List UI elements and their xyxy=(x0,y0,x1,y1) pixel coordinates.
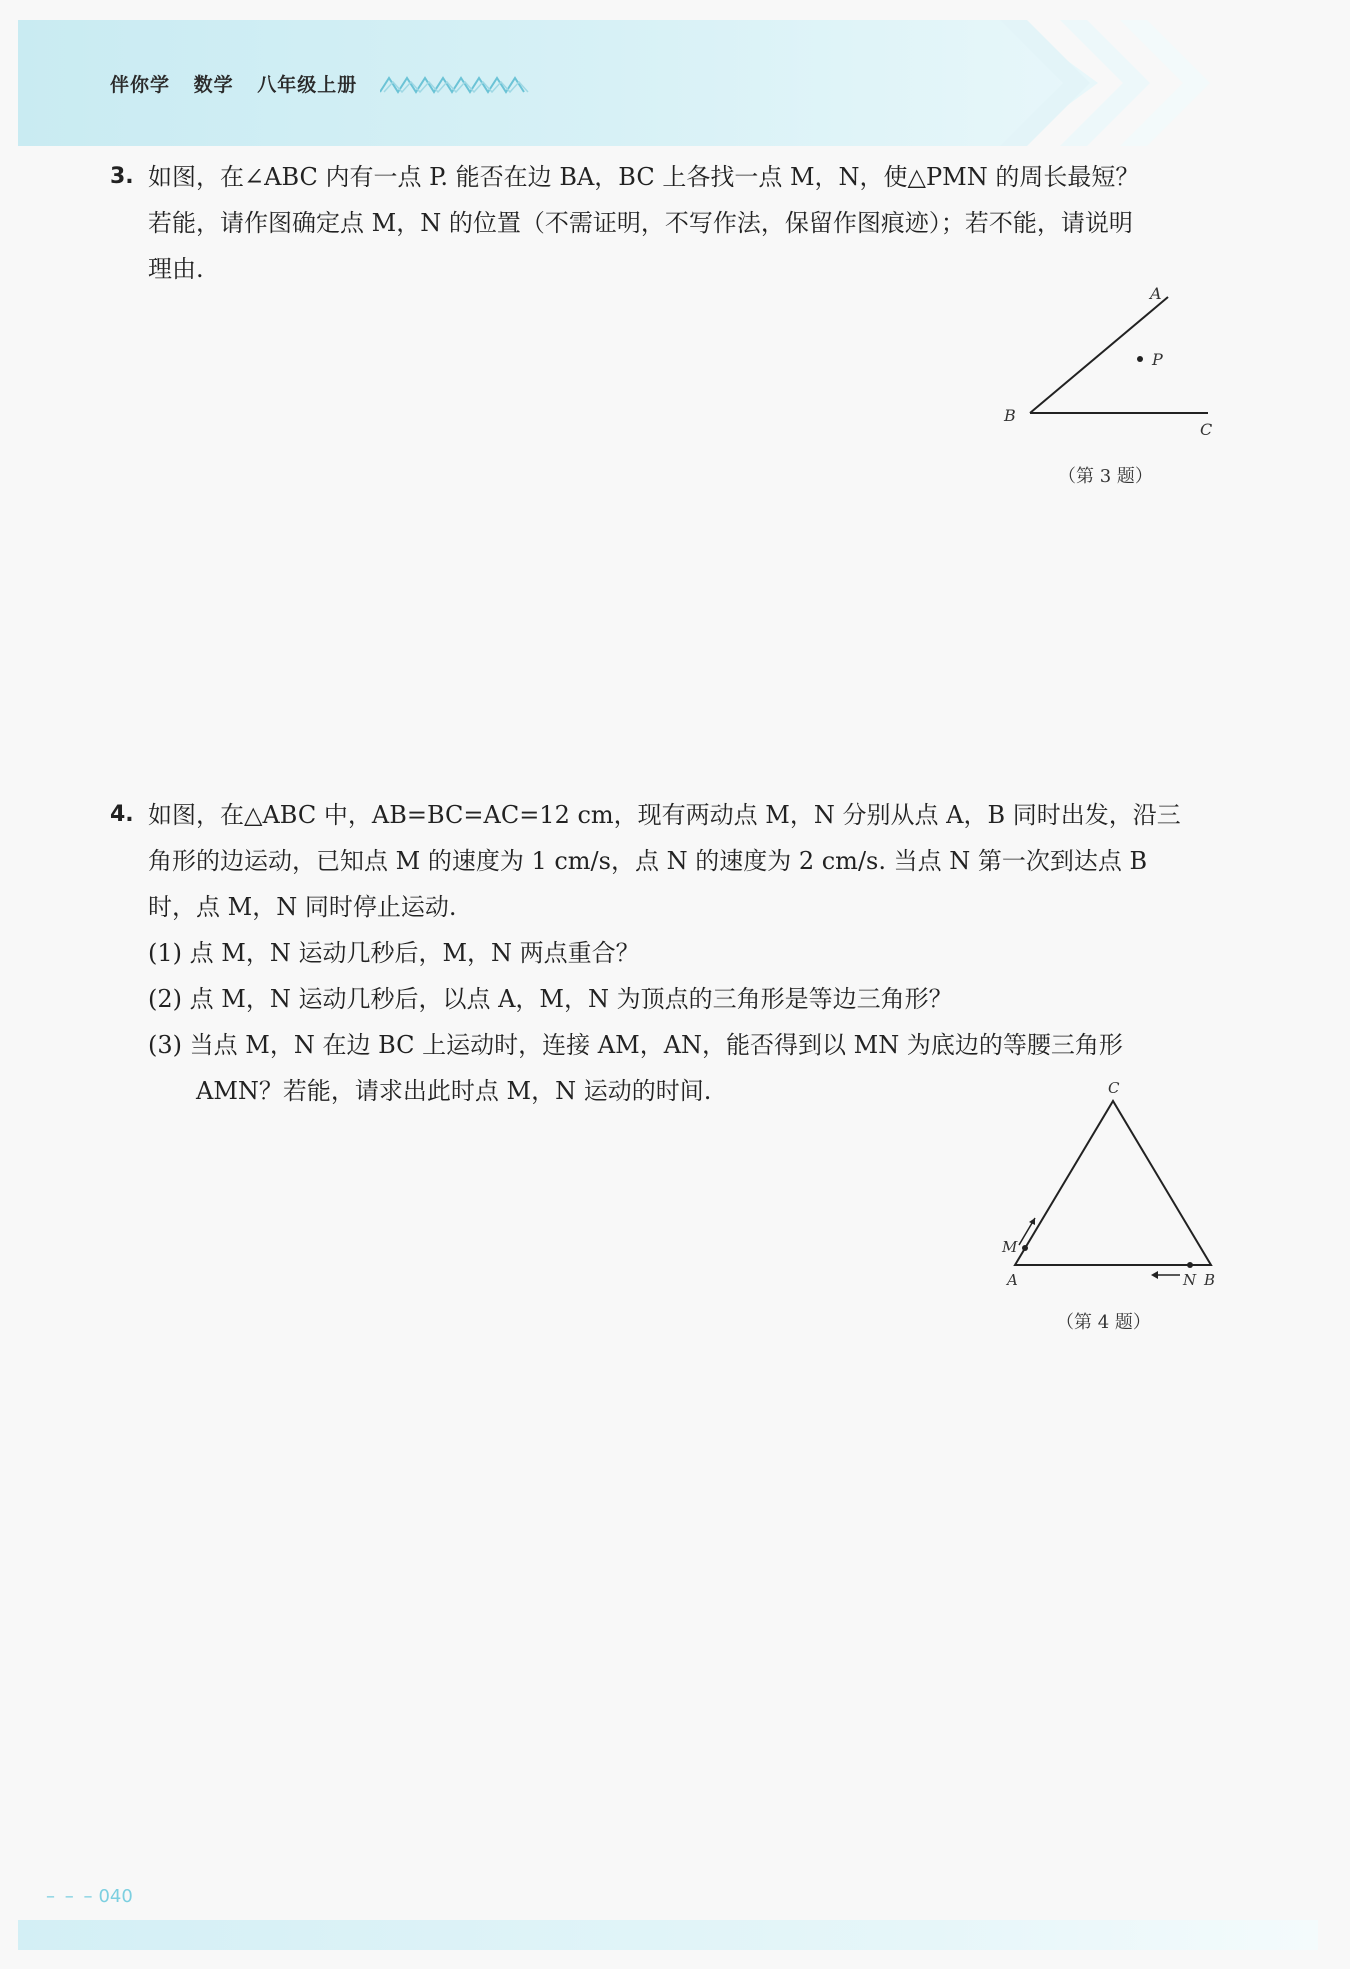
problem-text-line: 如图，在∠ABC 内有一点 P. 能否在边 BA，BC 上各找一点 M，N，使△PMN 的周长最短？ xyxy=(148,163,1140,191)
page-number xyxy=(46,1886,133,1907)
point-label-b: B xyxy=(1004,406,1016,425)
point-label-n: N xyxy=(1183,1271,1197,1289)
book-title: 伴你学 xyxy=(110,74,171,96)
problem-4 xyxy=(110,792,1240,1114)
sub-question-continuation: AMN？若能，请求出此时点 M，N 运动的时间. xyxy=(196,1077,712,1105)
problem-number: 3. xyxy=(110,164,134,189)
dash-ornament-icon: – – – xyxy=(46,1886,95,1907)
vertex-label-b: B xyxy=(1204,1271,1216,1289)
point-label-a: A xyxy=(1150,284,1162,303)
point-label-p: P xyxy=(1152,350,1163,369)
problem-text-line: 理由. xyxy=(148,255,204,283)
zigzag-ornament-icon xyxy=(380,74,530,94)
angle-abc-figure xyxy=(990,275,1230,445)
footer-band xyxy=(18,1920,1318,1950)
sub-question: (3) 当点 M，N 在边 BC 上运动时，连接 AM，AN，能否得到以 MN 为底边的等腰三角形 xyxy=(148,1031,1123,1059)
problem-text-line: 时，点 M，N 同时停止运动. xyxy=(148,893,457,921)
sub-question: (2) 点 M，N 运动几秒后，以点 A，M，N 为顶点的三角形是等边三角形？ xyxy=(148,985,953,1013)
problem-text-line: 若能，请作图确定点 M，N 的位置（不需证明，不写作法，保留作图痕迹）；若不能，请说明 xyxy=(148,209,1133,237)
vertex-label-c: C xyxy=(1108,1079,1120,1097)
point-label-c: C xyxy=(1200,420,1213,439)
figure-caption: （第 3 题） xyxy=(1058,466,1153,487)
figure-caption: （第 4 题） xyxy=(1056,1312,1151,1333)
point-label-m: M xyxy=(1002,1238,1018,1256)
equilateral-triangle-figure xyxy=(985,1075,1230,1295)
page-number-value: 040 xyxy=(98,1886,133,1907)
subject-label: 数学 xyxy=(193,74,234,96)
grade-label: 八年级上册 xyxy=(257,74,358,96)
problem-number: 4. xyxy=(110,802,134,827)
vertex-label-a: A xyxy=(1007,1271,1018,1289)
running-header xyxy=(110,70,373,97)
problem-text-line: 如图，在△ABC 中，AB=BC=AC=12 cm，现有两动点 M，N 分别从点 A，B 同时出发，沿三 xyxy=(148,801,1181,829)
problem-3 xyxy=(110,154,1240,292)
sub-question: (1) 点 M，N 运动几秒后，M，N 两点重合？ xyxy=(148,939,640,967)
problem-text-line: 角形的边运动，已知点 M 的速度为 1 cm/s，点 N 的速度为 2 cm/s. 当点 N 第一次到达点 B xyxy=(148,847,1148,875)
